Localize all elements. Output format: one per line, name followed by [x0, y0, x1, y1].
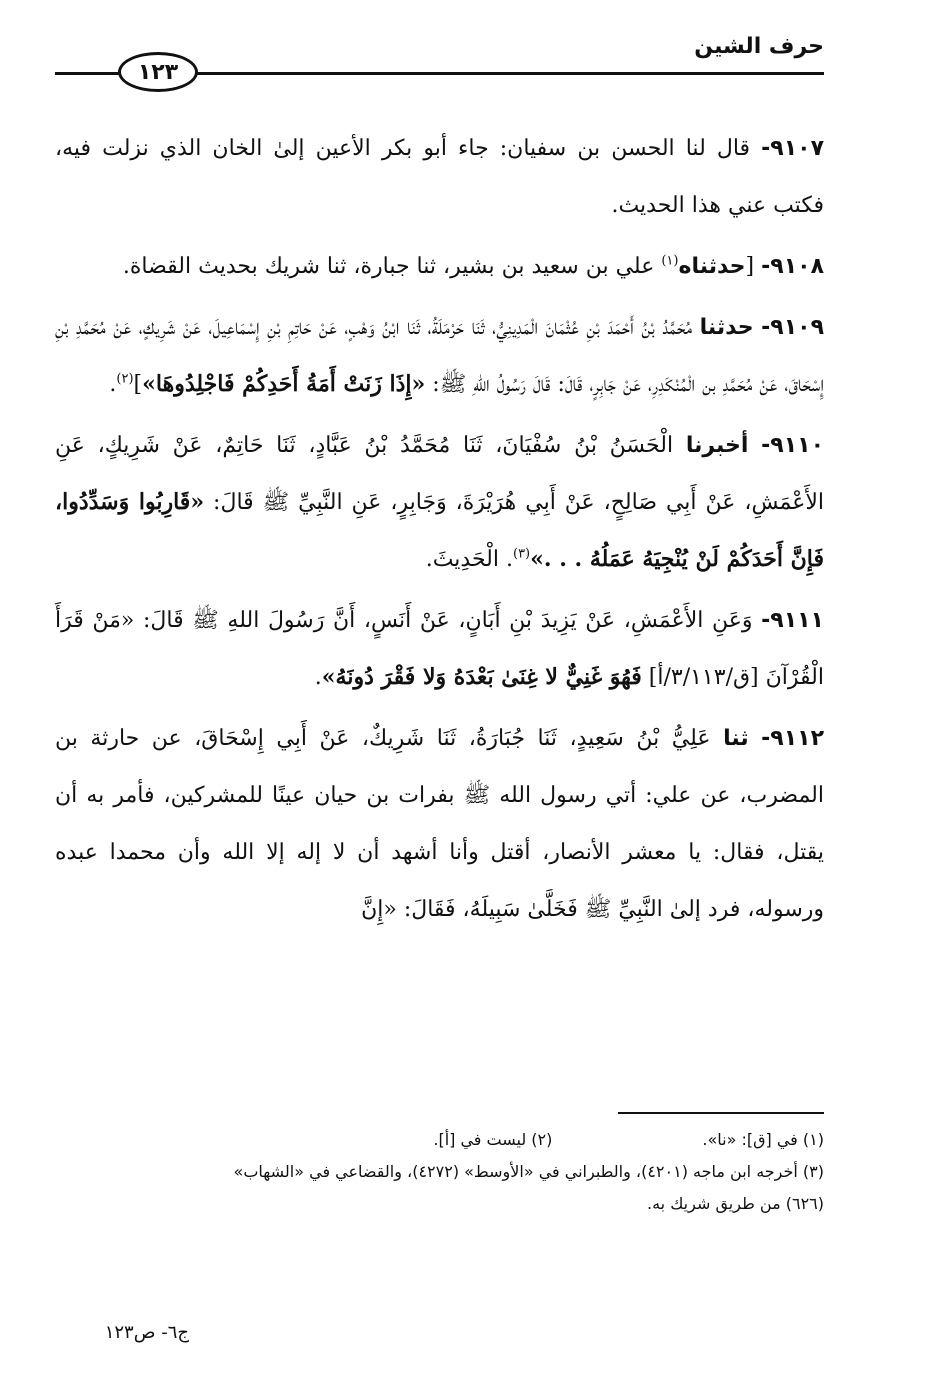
footnote-3-line-1: (٣) أخرجه ابن ماجه (٤٢٠١)، والطبراني في «الأوسط» (٤٢٧٢)، والقضاعي في «الشهاب» — [233, 1162, 824, 1181]
entry-9107 — [55, 120, 824, 234]
entry-keyword: حدثنا — [699, 315, 754, 340]
footnote-1: (١) في [ق]: «نا». — [702, 1130, 824, 1149]
footnote-rule — [618, 1112, 824, 1114]
entry-number: ٩١١٠- — [761, 433, 824, 458]
entry-9108 — [55, 238, 824, 295]
entry-end: . — [109, 372, 117, 397]
entry-number: ٩١٠٨- — [761, 254, 824, 279]
chapter-title: حرف الشين — [694, 34, 824, 59]
footnote-ref: (٣) — [512, 546, 531, 562]
entry-9111 — [55, 592, 824, 706]
entry-number: ٩١٠٩- — [761, 315, 824, 340]
entry-keyword: أخبرنا — [685, 433, 749, 458]
entry-text: الْحَسَنُ بْنُ سُفْيَانَ، ثَنَا مُحَمَّدُ بْنُ عَبَّادٍ، ثَنَا حَاتِمٌ، عَنْ شَرِيكٍ، عَنِ الأَعْمَشِ، عَنْ أَبِي صَالِحٍ، عَنْ أَبِي هُرَيْرَةَ، وَجَابِرٍ، عَنِ النَّبِيِّ ﷺ قَالَ: — [55, 433, 825, 515]
bracket-open: [ — [745, 254, 755, 279]
entry-keyword: حدثناه — [678, 254, 746, 279]
footnote-ref: (٢) — [116, 371, 134, 387]
entry-9112 — [55, 710, 824, 938]
entry-keyword: ثنا — [723, 726, 749, 751]
entry-text: علي بن سعيد بن بشير، ثنا جبارة، ثنا شريك بحديث القضاة. — [122, 254, 655, 279]
entry-text: قال لنا الحسن بن سفيان: جاء أبو بكر الأعين إلىٰ الخان الذي نزلت فيه، فكتب عني هذا الحديث. — [55, 136, 824, 218]
entry-text: عَلِيُّ بْنُ سَعِيدٍ، ثَنَا جُبَارَةُ، ثَنَا شَرِيكٌ، عَنْ أَبِي إِسْحَاقَ، عن حارثة بن المضرب، عن علي: أتي رسول الله ﷺ بفرات بن حيان عينًا للمشركين، فأمر به أن يقتل، فقال: يا معشر الأنصار، أقتل وأنا أشهد أن لا إله إلا الله وأن محمدا عبده ورسوله، فرد إلىٰ النَّبِيِّ ﷺ فَخَلَّىٰ سَبِيلَهُ، فَقَالَ: «إِنَّ — [55, 726, 824, 922]
hadith-quote: فَهُوَ غَنِيٌّ لا غِنَىٰ بَعْدَهُ وَلا فَقْرَ دُونَهُ» — [321, 664, 642, 690]
hadith-quote: «إِذَا زَنَتْ أَمَةُ أَحَدِكُمْ فَاجْلِدُوهَا» — [142, 371, 426, 397]
entry-end: . الْحَدِيثَ. — [425, 547, 513, 572]
entry-number: ٩١١١- — [761, 608, 824, 633]
hadith-quote: «قَارِبُوا وَسَدِّدُوا، فَإِنَّ أَحَدَكُمْ لَنْ يُنْجِيَهُ عَمَلُهُ . . .» — [55, 489, 824, 572]
volume-page-reference: ج٦- ص١٢٣ — [104, 1322, 189, 1343]
footnote-ref: (١) — [661, 253, 679, 269]
entry-number: ٩١١٢- — [761, 726, 825, 751]
footnote-3-line-2: (٦٢٦) من طريق شريك به. — [646, 1194, 824, 1213]
entry-number: ٩١٠٧- — [761, 136, 824, 161]
entry-9110 — [55, 417, 824, 588]
entry-end: . — [314, 665, 322, 690]
page-number-badge — [118, 52, 198, 92]
bracket-close: ] — [133, 372, 143, 397]
entry-text: مُحَمَّدُ بْنُ أَحْمَدَ بْنِ عُثْمَانَ الْمَدِينِيُّ، ثَنَا حَرْمَلَةُ، ثَنَا ابْنُ وَهْبٍ، عَنْ حَاتِمِ بْنِ إِسْمَاعِيلَ، عَنْ شَرِيكٍ، عَنْ مُحَمَّدِ بْنِ إِسْحَاقَ، عَنْ مُحَمَّدِ بن الْمُنْكَدِرِ، عَنْ جَابِرٍ، قَالَ: قَالَ رَسُولُ اللهِ ﷺ: — [55, 315, 824, 397]
entry-9109 — [55, 299, 824, 413]
footnote-2: (٢) ليست في [أ]. — [433, 1130, 553, 1149]
entry-text: وَعَنِ الأَعْمَشِ، عَنْ يَزِيدَ بْنِ أَبَانٍ، عَنْ أَنَسٍ، أَنَّ رَسُولَ اللهِ ﷺ قَالَ: «مَنْ قَرَأَ الْقُرْآنَ [ق/٣/١١٣/أ] — [55, 608, 824, 690]
main-text — [55, 120, 824, 942]
page-number: ١٢٣ — [137, 59, 179, 85]
footnotes — [55, 1124, 824, 1220]
